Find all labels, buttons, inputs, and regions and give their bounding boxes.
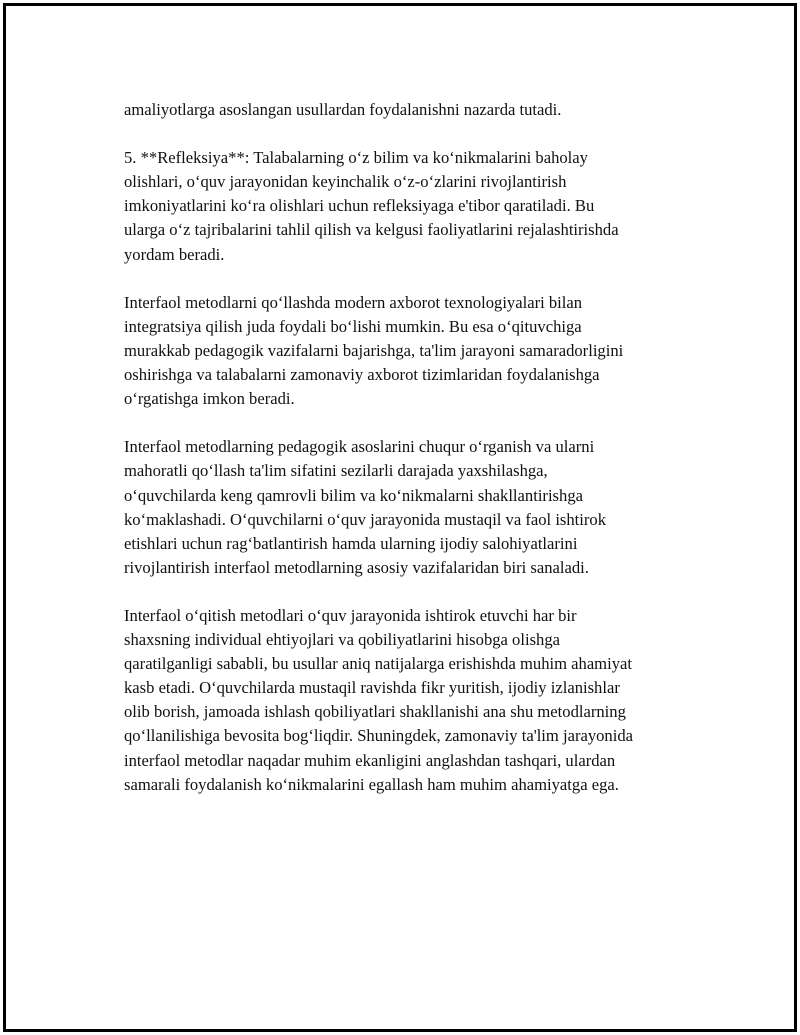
- paragraph-2: [124, 146, 696, 266]
- page-border: [3, 3, 797, 1032]
- text-line: etishlari uchun rag‘batlantirish hamda ularning ijodiy salohiyatlarini: [124, 533, 578, 553]
- text-line: olishlari, o‘quv jarayonidan keyinchalik o‘z-o‘zlarini rivojlantirish: [124, 172, 567, 192]
- paragraph-4: [124, 435, 696, 580]
- text-line: mahoratli qo‘llash ta'lim sifatini sezilarli darajada yaxshilashga,: [124, 461, 548, 481]
- text-line: oshirishga va talabalarni zamonaviy axborot tizimlaridan foydalanishga: [124, 365, 600, 385]
- paragraph-1: [124, 98, 696, 122]
- text-line: o‘rgatishga imkon beradi.: [124, 389, 295, 409]
- text-line: amaliyotlarga asoslangan usullardan foydalanishni nazarda tutadi.: [124, 100, 562, 119]
- text-line: rivojlantirish interfaol metodlarning asosiy vazifalaridan biri sanaladi.: [124, 557, 589, 577]
- text-line: interfaol metodlar naqadar muhim ekanligini anglashdan tashqari, ulardan: [124, 750, 616, 770]
- text-line: ko‘maklashadi. O‘quvchilarni o‘quv jarayonida mustaqil va faol ishtirok: [124, 509, 607, 529]
- paragraph-3: [124, 291, 696, 411]
- text-line: integratsiya qilish juda foydali bo‘lishi mumkin. Bu esa o‘qituvchiga: [124, 316, 582, 336]
- text-line: shaxsning individual ehtiyojlari va qobiliyatlarini hisobga olishga: [124, 630, 560, 650]
- text-line: o‘quvchilarda keng qamrovli bilim va ko‘nikmalarni shakllantirishga: [124, 485, 583, 505]
- text-line: 5. **Refleksiya**: Talabalarning o‘z bilim va ko‘nikmalarini baholay: [124, 148, 588, 168]
- document-body: [124, 98, 696, 821]
- text-line: yordam beradi.: [124, 244, 225, 264]
- text-line: ularga o‘z tajribalarini tahlil qilish va kelgusi faoliyatlarini rejalashtirishda: [124, 220, 619, 240]
- text-line: murakkab pedagogik vazifalarni bajarishga, ta'lim jarayoni samaradorligini: [124, 340, 624, 360]
- text-line: Interfaol metodlarning pedagogik asoslarini chuqur o‘rganish va ularni: [124, 437, 595, 457]
- paragraph-5: [124, 604, 696, 797]
- text-line: imkoniyatlarini ko‘ra olishlari uchun refleksiyaga e'tibor qaratiladi. Bu: [124, 196, 595, 216]
- text-line: qaratilganligi sababli, bu usullar aniq natijalarga erishishda muhim ahamiyat: [124, 654, 632, 674]
- text-line: samarali foydalanish ko‘nikmalarini egallash ham muhim ahamiyatga ega.: [124, 774, 619, 794]
- text-line: Interfaol o‘qitish metodlari o‘quv jarayonida ishtirok etuvchi har bir: [124, 605, 577, 625]
- text-line: kasb etadi. O‘quvchilarda mustaqil ravishda fikr yuritish, ijodiy izlanishlar: [124, 678, 620, 698]
- text-line: Interfaol metodlarni qo‘llashda modern axborot texnologiyalari bilan: [124, 292, 583, 312]
- text-line: qo‘llanilishiga bevosita bog‘liqdir. Shuningdek, zamonaviy ta'lim jarayonida: [124, 726, 634, 746]
- text-line: olib borish, jamoada ishlash qobiliyatlari shakllanishi ana shu metodlarning: [124, 702, 626, 722]
